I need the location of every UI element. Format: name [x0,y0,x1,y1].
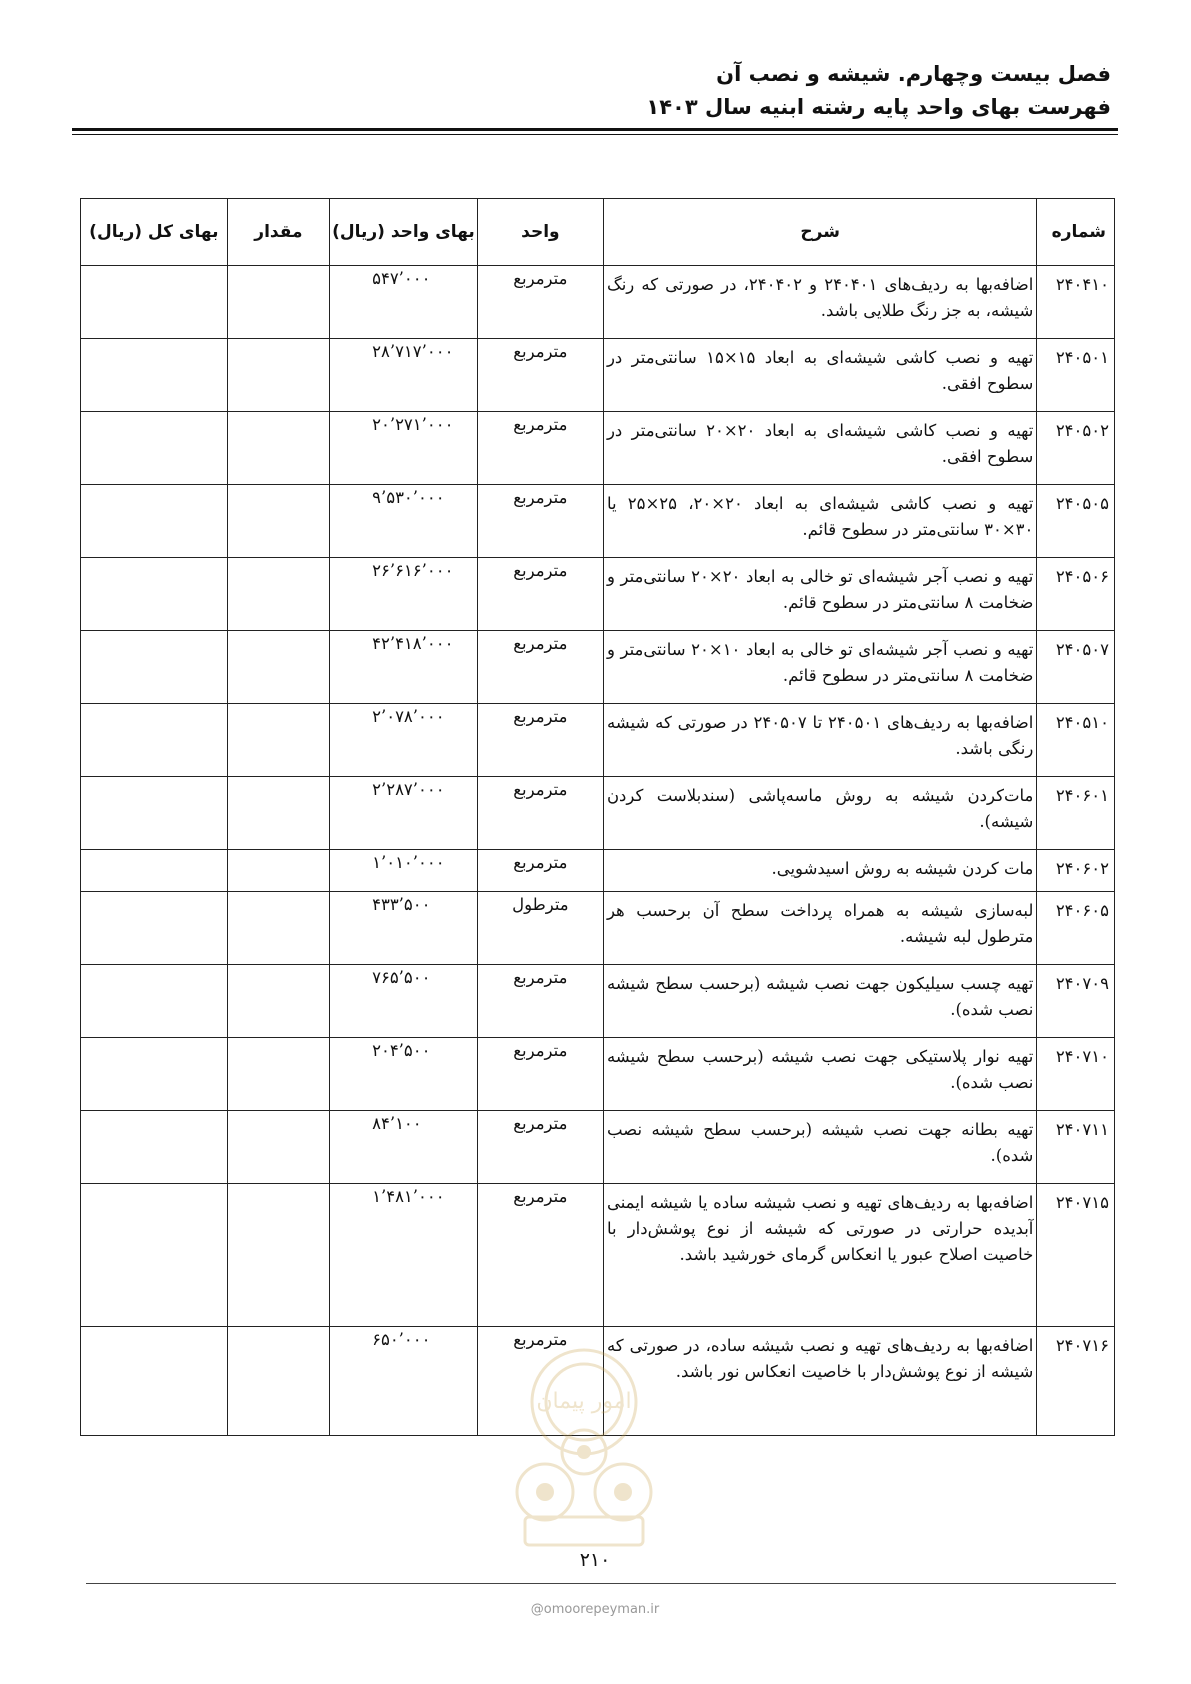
row-number: ۲۴۰۷۱۶ [1037,1327,1115,1436]
row-quantity[interactable] [227,777,329,850]
row-description: تهیه و نصب کاشی شیشه‌ای به ابعاد ۲۰×۲۰، ۲۵×۲۵ یا ۳۰×۳۰ سانتی‌متر در سطوح قائم. [603,485,1036,558]
row-unit-price: ۲۰’۲۷۱’۰۰۰ [330,412,478,485]
row-number: ۲۴۰۷۱۵ [1037,1184,1115,1327]
row-unit: مترمربع [477,1111,603,1184]
row-description: تهیه بطانه جهت نصب شیشه (برحسب سطح شیشه نصب شده). [603,1111,1036,1184]
table-row [81,485,1115,558]
row-description: اضافه‌بها به ردیف‌های ۲۴۰۴۰۱ و ۲۴۰۴۰۲، در صورتی که رنگ شیشه، به جز رنگ طلایی باشد. [603,266,1036,339]
row-unit-price: ۲۸’۷۱۷’۰۰۰ [330,339,478,412]
row-unit-price: ۲’۲۸۷’۰۰۰ [330,777,478,850]
row-unit-price: ۴۲’۴۱۸’۰۰۰ [330,631,478,704]
row-unit-price: ۵۴۷’۰۰۰ [330,266,478,339]
row-total-price [81,965,228,1038]
table-row [81,1327,1115,1436]
row-number: ۲۴۰۶۰۵ [1037,892,1115,965]
row-unit-price: ۲۰۴’۵۰۰ [330,1038,478,1111]
row-description: اضافه‌بها به ردیف‌های تهیه و نصب شیشه ساده، در صورتی که شیشه از نوع پوشش‌دار با خاصیت انعکاس نور باشد. [603,1327,1036,1436]
row-unit: مترمربع [477,266,603,339]
row-number: ۲۴۰۵۱۰ [1037,704,1115,777]
table-row [81,850,1115,892]
row-number: ۲۴۰۷۱۱ [1037,1111,1115,1184]
row-quantity[interactable] [227,850,329,892]
row-total-price [81,1111,228,1184]
table-row [81,777,1115,850]
row-unit: مترمربع [477,965,603,1038]
column-header-description: شرح [603,199,1036,266]
row-unit: مترمربع [477,704,603,777]
row-total-price [81,850,228,892]
list-title: فهرست بهای واحد پایه رشته ابنیه سال ۱۴۰۳ [646,95,1111,119]
row-number: ۲۴۰۵۰۷ [1037,631,1115,704]
row-unit: مترمربع [477,1327,603,1436]
row-quantity[interactable] [227,704,329,777]
row-number: ۲۴۰۶۰۱ [1037,777,1115,850]
row-number: ۲۴۰۵۰۵ [1037,485,1115,558]
column-header-number: شماره [1037,199,1115,266]
row-unit-price: ۴۳۳’۵۰۰ [330,892,478,965]
row-unit: مترمربع [477,777,603,850]
table-row [81,1184,1115,1327]
table-row [81,412,1115,485]
row-quantity[interactable] [227,631,329,704]
row-unit: مترمربع [477,850,603,892]
column-header-unit: واحد [477,199,603,266]
row-unit-price: ۶۵۰’۰۰۰ [330,1327,478,1436]
row-description: تهیه و نصب کاشی شیشه‌ای به ابعاد ۱۵×۱۵ سانتی‌متر در سطوح افقی. [603,339,1036,412]
row-unit-price: ۲۶’۶۱۶’۰۰۰ [330,558,478,631]
footer-rule [86,1583,1116,1584]
table-header-row [81,199,1115,266]
row-description: اضافه‌بها به ردیف‌های تهیه و نصب شیشه ساده یا شیشه ایمنی آبدیده حرارتی در صورتی که شیشه از نوع پوشش‌دار با خاصیت اصلاح عبور یا انعکاس گرمای خورشید باشد. [603,1184,1036,1327]
column-header-quantity: مقدار [227,199,329,266]
row-total-price [81,631,228,704]
row-description: تهیه و نصب آجر شیشه‌ای تو خالی به ابعاد ۱۰×۲۰ سانتی‌متر و ضخامت ۸ سانتی‌متر در سطوح قائم. [603,631,1036,704]
table-row [81,1038,1115,1111]
row-quantity[interactable] [227,892,329,965]
row-total-price [81,1038,228,1111]
row-total-price [81,412,228,485]
column-header-total-price: بهای کل (ریال) [81,199,228,266]
row-number: ۲۴۰۵۰۶ [1037,558,1115,631]
row-number: ۲۴۰۵۰۱ [1037,339,1115,412]
row-quantity[interactable] [227,412,329,485]
row-quantity[interactable] [227,1038,329,1111]
row-total-price [81,1184,228,1327]
table-row [81,704,1115,777]
page-number: ۲۱۰ [579,1549,611,1571]
row-total-price [81,704,228,777]
header-rule-thick [72,128,1118,131]
website-link[interactable]: @omoorepeyman.ir [530,1602,660,1617]
row-number: ۲۴۰۶۰۲ [1037,850,1115,892]
row-description: مات کردن شیشه به روش اسیدشویی. [603,850,1036,892]
watermark-text: امور پیمان [536,1389,632,1414]
table-row [81,965,1115,1038]
row-unit-price: ۹’۵۳۰’۰۰۰ [330,485,478,558]
row-unit-price: ۱’۰۱۰’۰۰۰ [330,850,478,892]
row-total-price [81,339,228,412]
page-header [111,58,1111,124]
row-quantity[interactable] [227,558,329,631]
row-unit: مترمربع [477,339,603,412]
column-header-unit-price: بهای واحد (ریال) [330,199,478,266]
row-unit: مترمربع [477,412,603,485]
row-description: تهیه و نصب کاشی شیشه‌ای به ابعاد ۲۰×۲۰ سانتی‌متر در سطوح افقی. [603,412,1036,485]
row-unit-price: ۱’۴۸۱’۰۰۰ [330,1184,478,1327]
row-total-price [81,892,228,965]
row-quantity[interactable] [227,339,329,412]
table-row [81,266,1115,339]
row-total-price [81,1327,228,1436]
row-description: تهیه نوار پلاستیکی جهت نصب شیشه (برحسب سطح شیشه نصب شده). [603,1038,1036,1111]
row-description: مات‌کردن شیشه به روش ماسه‌پاشی (سندبلاست کردن شیشه). [603,777,1036,850]
row-total-price [81,485,228,558]
row-unit: مترمربع [477,485,603,558]
chapter-title: فصل بیست وچهارم. شیشه و نصب آن [716,62,1111,86]
row-description: تهیه چسب سیلیکون جهت نصب شیشه (برحسب سطح شیشه نصب شده). [603,965,1036,1038]
row-total-price [81,266,228,339]
row-total-price [81,777,228,850]
row-description: لبه‌سازی شیشه به همراه پرداخت سطح آن برحسب هر مترطول لبه شیشه. [603,892,1036,965]
row-description: تهیه و نصب آجر شیشه‌ای تو خالی به ابعاد ۲۰×۲۰ سانتی‌متر و ضخامت ۸ سانتی‌متر در سطوح قائم. [603,558,1036,631]
table-row [81,339,1115,412]
row-quantity[interactable] [227,1111,329,1184]
row-unit-price: ۲’۰۷۸’۰۰۰ [330,704,478,777]
table-row [81,892,1115,965]
row-number: ۲۴۰۵۰۲ [1037,412,1115,485]
row-description: اضافه‌بها به ردیف‌های ۲۴۰۵۰۱ تا ۲۴۰۵۰۷ در صورتی که شیشه رنگی باشد. [603,704,1036,777]
row-unit-price: ۷۶۵’۵۰۰ [330,965,478,1038]
price-table [80,198,1115,1436]
row-total-price [81,558,228,631]
row-unit-price: ۸۴’۱۰۰ [330,1111,478,1184]
row-unit: مترمربع [477,1038,603,1111]
row-number: ۲۴۰۷۰۹ [1037,965,1115,1038]
header-rule-thin [72,134,1118,135]
table-row [81,631,1115,704]
row-unit: مترطول [477,892,603,965]
row-quantity[interactable] [227,965,329,1038]
row-unit: مترمربع [477,558,603,631]
row-unit: مترمربع [477,1184,603,1327]
row-quantity[interactable] [227,266,329,339]
row-quantity[interactable] [227,1184,329,1327]
row-quantity[interactable] [227,485,329,558]
table-row [81,558,1115,631]
row-unit: مترمربع [477,631,603,704]
row-quantity[interactable] [227,1327,329,1436]
row-number: ۲۴۰۷۱۰ [1037,1038,1115,1111]
row-number: ۲۴۰۴۱۰ [1037,266,1115,339]
table-row [81,1111,1115,1184]
